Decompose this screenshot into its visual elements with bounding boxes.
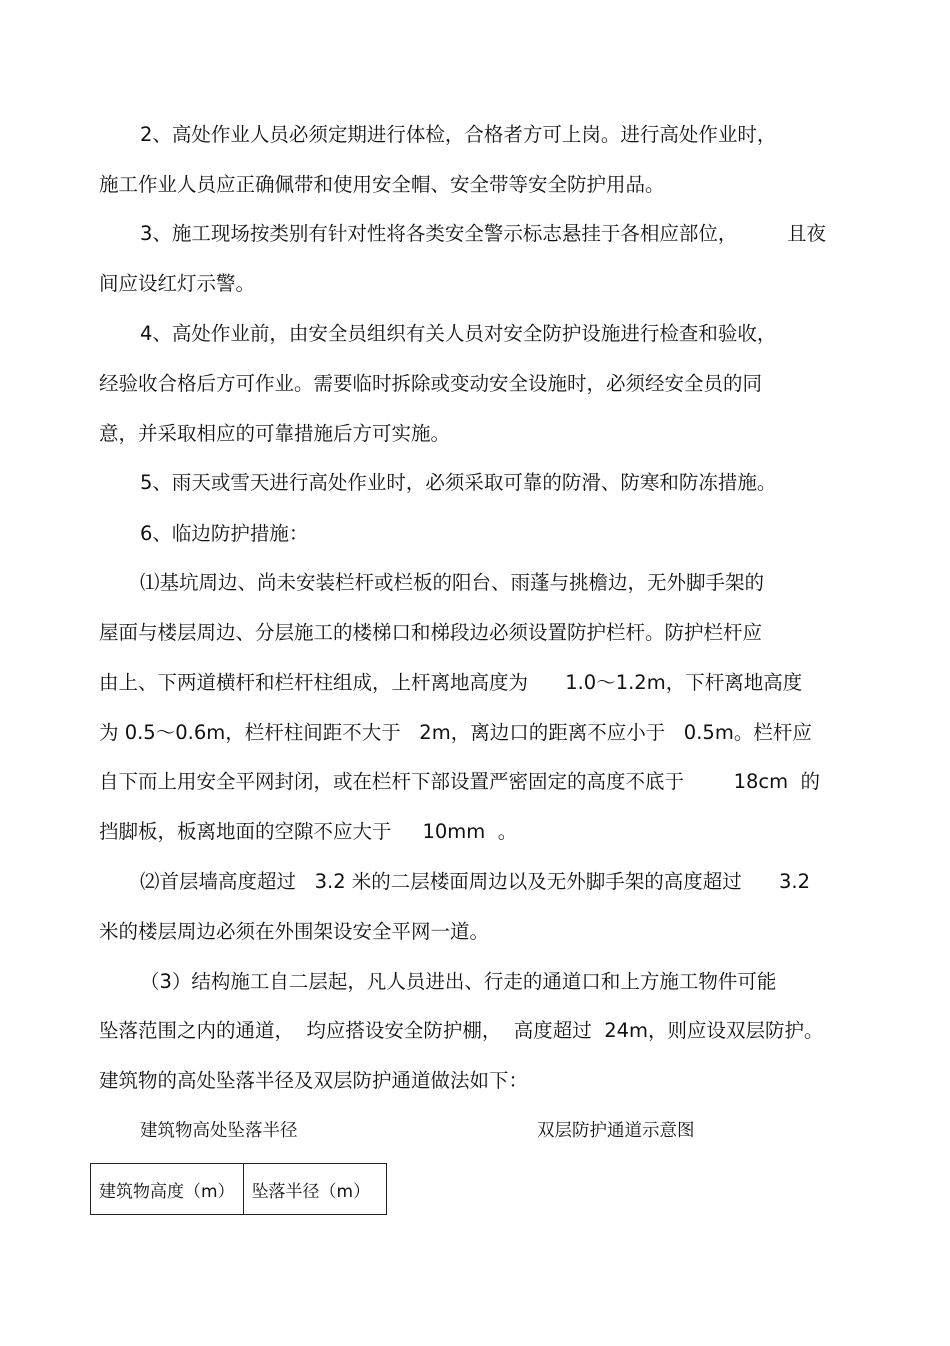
paragraph-line: 间应设红灯示警。 [99, 272, 256, 295]
figure-caption: 双层防护通道示意图 [537, 1121, 695, 1141]
paragraph-line: 坠落范围之内的通道， 均应搭设安全防护棚， 高度超过 24m，则应设双层防护。 [99, 1019, 824, 1042]
table-header-row [91, 1164, 387, 1215]
table-caption: 建筑物高处坠落半径 [140, 1121, 298, 1141]
paragraph-line: 由上、下两道横杆和栏杆柱组成，上杆离地高度为 1.0～1.2m，下杆离地高度 [99, 671, 803, 694]
paragraph-line: 屋面与楼层周边、分层施工的楼梯口和梯段边必须设置防护栏杆。防护栏杆应 [99, 621, 763, 644]
paragraph-line: 5、雨天或雪天进行高处作业时，必须采取可靠的防滑、防寒和防冻措施。 [140, 471, 777, 494]
paragraph-line: 4、高处作业前，由安全员组织有关人员对安全防护设施进行检查和验收， [140, 322, 777, 345]
paragraph-line: 挡脚板，板离地面的空隙不应大于 10mm 。 [99, 820, 518, 843]
paragraph-line: 3、施工现场按类别有针对性将各类安全警示标志悬挂于各相应部位， 且夜 [140, 222, 826, 245]
paragraph-line: （3）结构施工自二层起，凡人员进出、行走的通道口和上方施工物件可能 [140, 970, 777, 993]
paragraph-line: 施工作业人员应正确佩带和使用安全帽、安全带等安全防护用品。 [99, 173, 665, 196]
paragraph-line: 6、临边防护措施： [140, 522, 309, 545]
paragraph-line: 意，并采取相应的可靠措施后方可实施。 [99, 422, 451, 445]
paragraph-line: 建筑物的高处坠落半径及双层防护通道做法如下： [99, 1069, 529, 1092]
fall-radius-table [90, 1163, 387, 1215]
paragraph-line: 经验收合格后方可作业。需要临时拆除或变动安全设施时，必须经安全员的同 [99, 372, 763, 395]
paragraph-line: 2、高处作业人员必须定期进行体检，合格者方可上岗。进行高处作业时， [140, 123, 777, 146]
paragraph-line: 为 0.5～0.6m，栏杆柱间距不大于 2m，离边口的距离不应小于 0.5m。栏杆应 [99, 721, 812, 744]
header-building-height: 建筑物高度（m） [91, 1164, 244, 1215]
header-fall-radius: 坠落半径（m） [243, 1164, 386, 1215]
paragraph-line: ⑴基坑周边、尚未安装栏杆或栏板的阳台、雨蓬与挑檐边，无外脚手架的 [140, 571, 765, 594]
paragraph-line: ⑵首层墙高度超过 3.2 米的二层楼面周边以及无外脚手架的高度超过 3.2 [140, 870, 811, 893]
paragraph-line: 米的楼层周边必须在外围架设安全平网一道。 [99, 920, 490, 943]
paragraph-line: 自下而上用安全平网封闭，或在栏杆下部设置严密固定的高度不底于 18cm 的 [99, 770, 821, 793]
